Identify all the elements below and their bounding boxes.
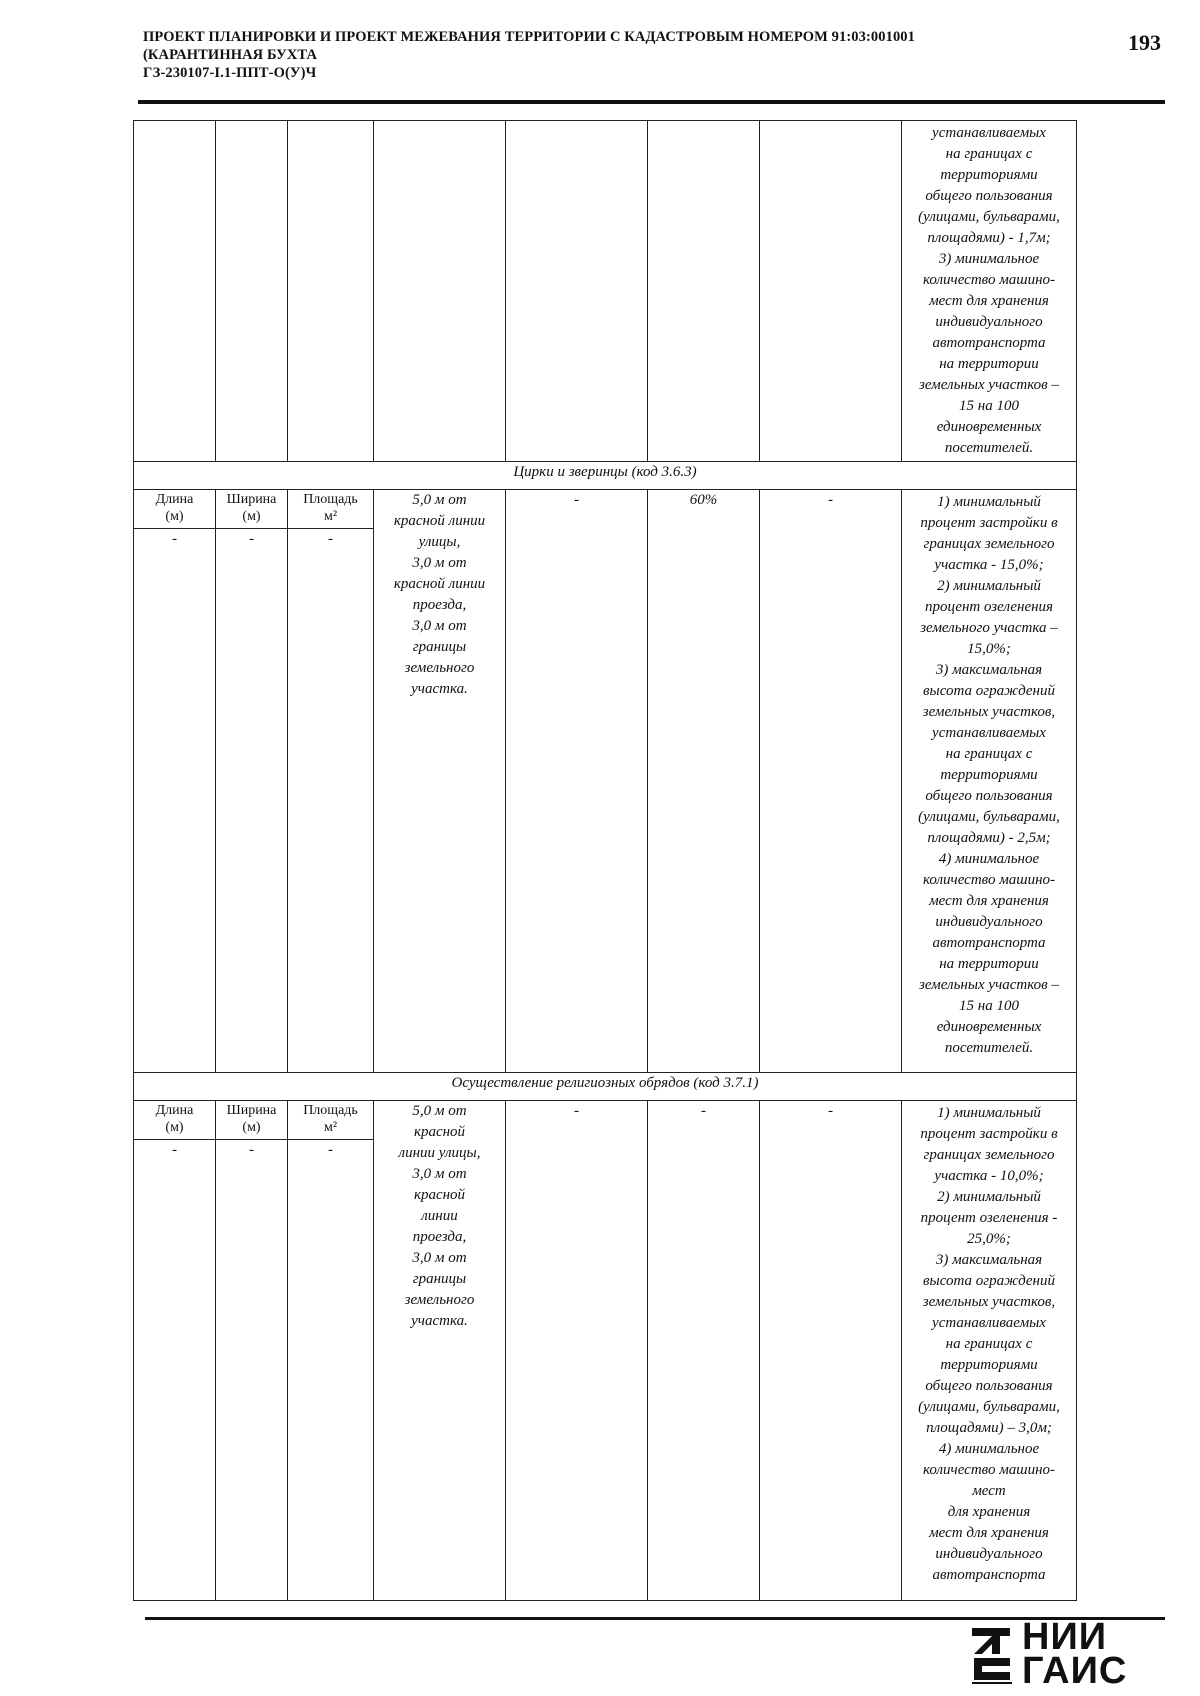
params-text: 1) минимальный процент застройки в границах земельного участка - 15,0%; 2) минимальный процент озеленения земельного участка – 15,0%; 3) максимальная высота ограждений земельных участков, устанавливаемых на границах с территориями общего пользования (улицами, бульварами, площадями) - 2,5м; 4) минимальное количество машино- мест для хранения индивидуального автотранспорта на территории земельных участков – 15 на 100 единовременных посетителей. (918, 494, 1060, 1056)
setback-cell (374, 1101, 506, 1601)
area-cell (288, 490, 374, 1073)
width-value: - (249, 1142, 254, 1158)
header-rule (138, 100, 1165, 104)
area-value: - (328, 1142, 333, 1158)
section-title-row (134, 1073, 1077, 1101)
coverage-cell: 60% (648, 490, 760, 1073)
setback-text: 5,0 м от красной линии улицы, 3,0 м от красной линии проезда, 3,0 м от границы земельного участка. (393, 492, 486, 697)
cont-cell-3 (288, 121, 374, 462)
length-cell (134, 1101, 216, 1601)
col5-cell: - (506, 490, 648, 1073)
section-row (134, 490, 1077, 1073)
continuation-row (134, 121, 1077, 462)
area-cell (288, 1101, 374, 1601)
logo-text-line1: НИИ (1022, 1616, 1108, 1658)
section-row (134, 1101, 1077, 1601)
regulations-table (133, 120, 1077, 1601)
width-header: Ширина (м) (216, 1101, 287, 1140)
col7-cell: - (760, 1101, 902, 1601)
section-title-row (134, 462, 1077, 490)
area-value: - (328, 531, 333, 547)
page-number: 193 (1128, 30, 1161, 55)
area-header: Площадь м² (288, 490, 373, 529)
width-cell (216, 490, 288, 1073)
cont-cell-5 (506, 121, 648, 462)
setback-cell (374, 490, 506, 1073)
params-text: 1) минимальный процент застройки в границах земельного участка - 10,0%; 2) минимальный процент озеленения - 25,0%; 3) максимальная высота ограждений земельных участков, устанавливаемых на границах с территориями общего пользования (улицами, бульварами, площадями) – 3,0м; 4) минимальное количество машино- мест для хранения мест для хранения индивидуального автотранспорта (918, 1105, 1060, 1583)
length-value: - (172, 531, 177, 547)
section-title: Цирки и зверинцы (код 3.6.3) (134, 462, 1077, 490)
width-header: Ширина (м) (216, 490, 287, 529)
col5-cell: - (506, 1101, 648, 1601)
params-cell (902, 1101, 1077, 1601)
params-cell (902, 490, 1077, 1073)
length-cell (134, 490, 216, 1073)
col6-cell: - (648, 1101, 760, 1601)
cont-cell-6 (648, 121, 760, 462)
cont-params-cell (902, 121, 1077, 462)
institute-logo (970, 1616, 1180, 1692)
width-value: - (249, 531, 254, 547)
area-header: Площадь м² (288, 1101, 373, 1140)
cont-params-text: устанавливаемых на границах с территориями общего пользования (улицами, бульварами, площадями) - 1,7м; 3) минимальное количество машино- мест для хранения индивидуального автотранспорта на территории земельных участков – 15 на 100 единовременных посетителей. (918, 125, 1060, 456)
header-code: ГЗ-230107-I.1-ППТ-О(У)Ч (143, 65, 317, 81)
setback-text: 5,0 м от красной линии улицы, 3,0 м от красной линии проезда, 3,0 м от границы земельного участка. (398, 1103, 481, 1329)
header-title-line2: (КАРАНТИННАЯ БУХТА (143, 47, 318, 63)
section-title: Осуществление религиозных обрядов (код 3.7.1) (134, 1073, 1077, 1101)
logo-mark-icon (970, 1624, 1018, 1686)
document-header (143, 28, 1103, 82)
cont-cell-7 (760, 121, 902, 462)
logo-text-line2: ГАИС (1022, 1650, 1128, 1692)
cont-cell-2 (216, 121, 288, 462)
width-cell (216, 1101, 288, 1601)
col7-cell: - (760, 490, 902, 1073)
cont-cell-1 (134, 121, 216, 462)
length-header: Длина (м) (134, 490, 215, 529)
length-value: - (172, 1142, 177, 1158)
cont-cell-4 (374, 121, 506, 462)
length-header: Длина (м) (134, 1101, 215, 1140)
header-title-line1: ПРОЕКТ ПЛАНИРОВКИ И ПРОЕКТ МЕЖЕВАНИЯ ТЕРРИТОРИИ С КАДАСТРОВЫМ НОМЕРОМ 91:03:001001 (143, 29, 916, 45)
